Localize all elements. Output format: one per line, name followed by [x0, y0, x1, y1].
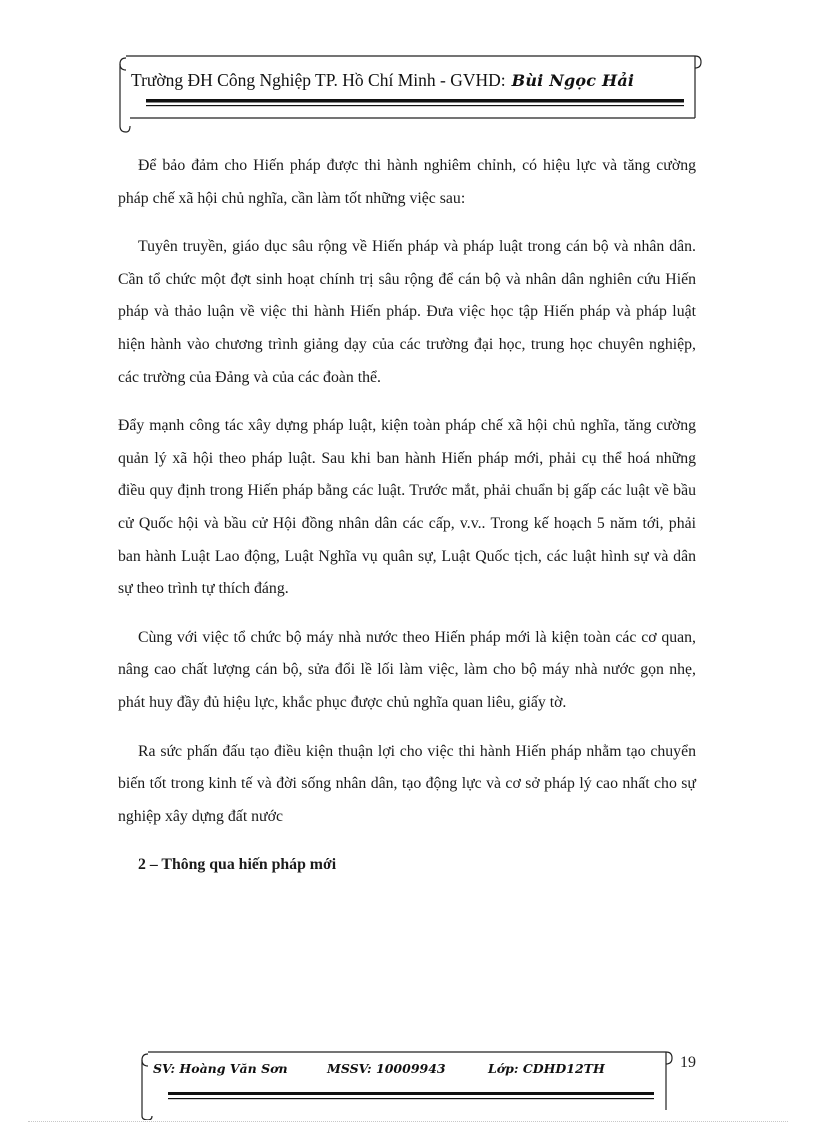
page-header [131, 70, 634, 91]
footer-class: Lớp: CDHD12TH [488, 1061, 605, 1076]
document-body [118, 150, 696, 898]
paragraph: Để bảo đảm cho Hiến pháp được thi hành nghiêm chỉnh, có hiệu lực và tăng cường pháp chế xã hội chủ nghĩa, cần làm tốt những việc sau: [118, 157, 696, 207]
paragraph: Cùng với việc tổ chức bộ máy nhà nước theo Hiến pháp mới là kiện toàn các cơ quan, nâng cao chất lượng cán bộ, sửa đổi lề lối làm việc, làm cho bộ máy nhà nước gọn nhẹ, phát huy đầy đủ hiệu lực, khắc phục được chủ nghĩa quan liêu, giấy tờ. [118, 628, 696, 711]
footer-student-id: MSSV: 10009943 [327, 1061, 446, 1076]
footer-scroll-banner [0, 1040, 816, 1120]
section-heading: 2 – Thông qua hiến pháp mới [138, 856, 337, 874]
footer-student: SV: Hoàng Văn Sơn [153, 1061, 288, 1076]
header-school: Trường ĐH Công Nghiệp TP. Hồ Chí Minh - GVHD: [131, 70, 506, 90]
page-bottom-edge [28, 1121, 788, 1122]
page-number: 19 [680, 1054, 696, 1071]
paragraph: Ra sức phấn đấu tạo điều kiện thuận lợi cho việc thi hành Hiến pháp nhằm tạo chuyển biến tốt trong kinh tế và đời sống nhân dân, tạo động lực và cơ sở pháp lý cao nhất cho sự nghiệp xây dựng đất nước [118, 742, 696, 825]
header-instructor: Bùi Ngọc Hải [511, 71, 635, 90]
paragraph: Tuyên truyền, giáo dục sâu rộng về Hiến pháp và pháp luật trong cán bộ và nhân dân. Cần tổ chức một đợt sinh hoạt chính trị sâu rộng để cán bộ và nhân dân nghiên cứu Hiến pháp và thảo luận về việc thi hành Hiến pháp. Đưa việc học tập Hiến pháp và pháp luật hiện hành vào chương trình giảng dạy của các trường đại học, trung học chuyên nghiệp, các trường của Đảng và của các đoàn thể. [118, 238, 696, 386]
paragraph: Đẩy mạnh công tác xây dựng pháp luật, kiện toàn pháp chế xã hội chủ nghĩa, tăng cường quản lý xã hội theo pháp luật. Sau khi ban hành Hiến pháp mới, phải cụ thể hoá những điều quy định trong Hiến pháp bằng các luật. Trước mắt, phải chuẩn bị gấp các luật về bầu cử Quốc hội và bầu cử Hội đồng nhân dân các cấp, v.v.. Trong kế hoạch 5 năm tới, phải ban hành Luật Lao động, Luật Nghĩa vụ quân sự, Luật Quốc tịch, các luật hình sự và dân sự theo trình tự thích đáng. [118, 417, 696, 598]
